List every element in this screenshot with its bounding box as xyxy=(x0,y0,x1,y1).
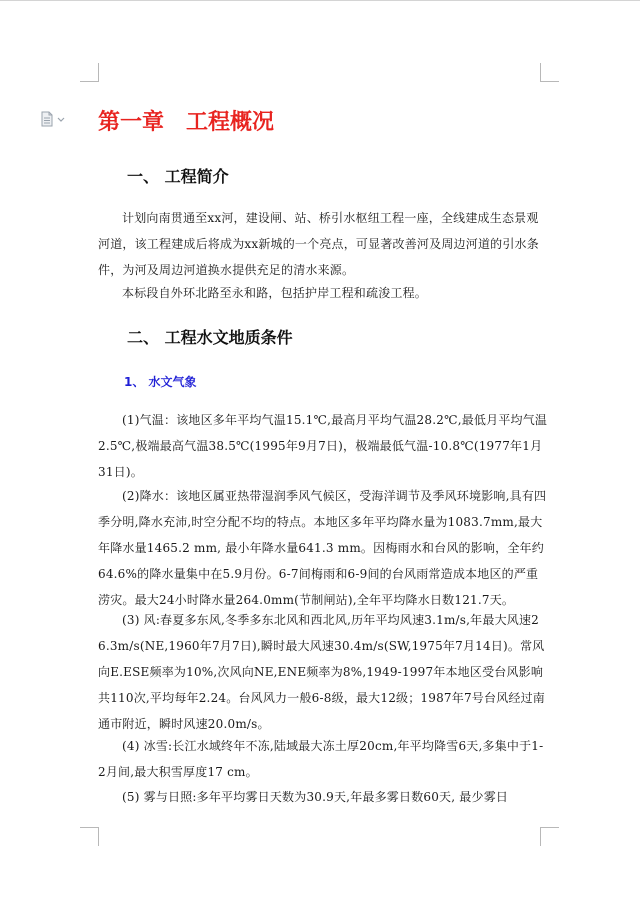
paragraph-overview: 计划向南贯通至xx河，建设闸、站、桥引水枢纽工程一座，全线建成生态景观河道，该工程建成后将成为xx新城的一个亮点，可显著改善河及周边河道的引水条件，为河及周边河道换水提供充足的清水来源。 xyxy=(98,211,539,277)
paragraph-wind: (3) 风:春夏多东风,冬季多东北风和西北风,历年平均风速3.1m/s,年最大风速26.3m/s(NE,1960年7月7日),瞬时最大风速30.4m/s(SW,1975年7月14日)。常风向E.ESE频率为10%,次风向NE,ENE频率为8%,1949-1997年本地区受台风影响共110次,平均每年2.24。台风风力一般6-8级，最大12级；1987年7号台风经过南通市附近，瞬时风速20.0m/s。 xyxy=(98,613,546,731)
subsection-heading-climate: 1、 水文气象 xyxy=(124,375,197,389)
paragraph-scope: 本标段自外环北路至永和路，包括护岸工程和疏浚工程。 xyxy=(122,286,428,300)
margin-mark-top-right xyxy=(540,63,559,82)
chapter-title: 第一章 工程概况 xyxy=(98,109,275,135)
document-icon xyxy=(40,111,70,127)
chevron-down-icon xyxy=(58,118,64,121)
section-heading-hydrogeology: 二、 工程水文地质条件 xyxy=(127,328,293,347)
paragraph-fog-sunshine: (5) 雾与日照:多年平均雾日天数为30.9天,年最多雾日数60天, 最少雾日 xyxy=(122,790,509,804)
margin-mark-bottom-left xyxy=(80,827,99,846)
paragraph-temperature: (1)气温：该地区多年平均气温15.1℃,最高月平均气温28.2℃,最低月平均气温2.5℃,极端最高气温38.5℃(1995年9月7日)，极端最低气温-10.8℃(1977年1月31日)。 xyxy=(98,413,548,479)
section-heading-overview: 一、 工程简介 xyxy=(127,167,229,186)
margin-mark-bottom-right xyxy=(540,827,559,846)
paragraph-options-button[interactable] xyxy=(40,111,70,127)
paragraph-precipitation: (2)降水：该地区属亚热带湿润季风气候区，受海洋调节及季风环境影响,具有四季分明,降水充沛,时空分配不均的特点。本地区多年平均降水量为1083.7mm,最大年降水量1465.2 mm, 最小年降水量641.3 mm。因梅雨水和台风的影响，全年约64.6%的降水量集中在5.9月份。6-7间梅雨和6-9间的台风雨常造成本地区的严重涝灾。最大24小时降水量264.0mm(节制闸站),全年平均降水日数121.7天。 xyxy=(98,489,547,607)
margin-mark-top-left xyxy=(80,63,99,82)
paragraph-ice-snow: (4) 冰雪:长江水域终年不冻,陆域最大冻土厚20cm,年平均降雪6天,多集中于1-2月间,最大积雪厚度17 cm。 xyxy=(98,739,544,779)
